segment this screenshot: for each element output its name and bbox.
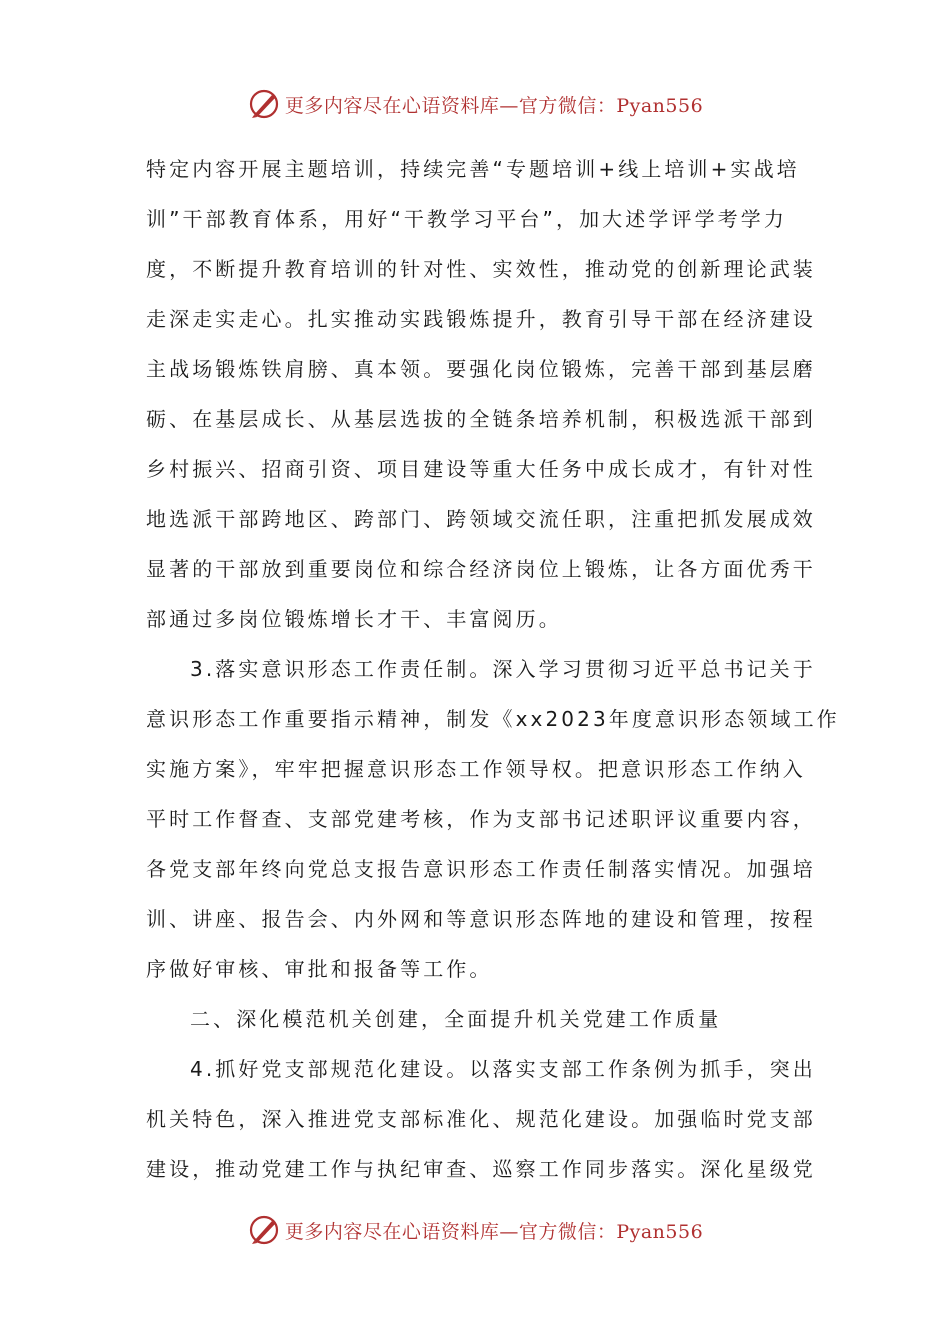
text-line: 3.落实意识形态工作责任制。深入学习贯彻习近平总书记关于 bbox=[190, 657, 816, 681]
footer-watermark-banner bbox=[0, 1210, 950, 1250]
text-line: 机关特色，深入推进党支部标准化、规范化建设。加强临时党支部 bbox=[146, 1107, 816, 1131]
text-line: 走深走实走心。扎实推动实践锻炼提升，教育引导干部在经济建设 bbox=[146, 307, 816, 331]
text-line: 主战场锻炼铁肩膀、真本领。要强化岗位锻炼，完善干部到基层磨 bbox=[146, 357, 816, 381]
text-line: 显著的干部放到重要岗位和综合经济岗位上锻炼，让各方面优秀干 bbox=[146, 557, 816, 581]
text-line: 训、讲座、报告会、内外网和等意识形态阵地的建设和管理，按程 bbox=[146, 907, 816, 931]
text-line: 二、深化模范机关创建，全面提升机关党建工作质量 bbox=[190, 1007, 722, 1031]
text-line: 地选派干部跨地区、跨部门、跨领域交流任职，注重把抓发展成效 bbox=[146, 507, 816, 531]
pen-logo-icon bbox=[247, 1213, 281, 1247]
text-line: 序做好审核、审批和报备等工作。 bbox=[146, 957, 493, 981]
text-line: 意识形态工作重要指示精神，制发《xx2023年度意识形态领域工作 bbox=[146, 707, 840, 731]
pen-logo-icon bbox=[247, 87, 281, 121]
document-body bbox=[146, 144, 840, 1194]
header-watermark-banner bbox=[0, 84, 950, 124]
watermark-text: 更多内容尽在心语资料库—官方微信：Pyan556 bbox=[284, 94, 704, 117]
text-line: 平时工作督查、支部党建考核，作为支部书记述职评议重要内容， bbox=[146, 807, 816, 831]
text-line: 部通过多岗位锻炼增长才干、丰富阅历。 bbox=[146, 607, 562, 631]
text-line: 各党支部年终向党总支报告意识形态工作责任制落实情况。加强培 bbox=[146, 857, 816, 881]
text-line: 建设，推动党建工作与执纪审查、巡察工作同步落实。深化星级党 bbox=[146, 1157, 816, 1181]
text-line: 度，不断提升教育培训的针对性、实效性，推动党的创新理论武装 bbox=[146, 257, 816, 281]
text-line: 实施方案》，牢牢把握意识形态工作领导权。把意识形态工作纳入 bbox=[146, 757, 806, 781]
text-line: 砺、在基层成长、从基层选拔的全链条培养机制，积极选派干部到 bbox=[146, 407, 816, 431]
text-line: 特定内容开展主题培训，持续完善“专题培训+线上培训+实战培 bbox=[146, 157, 800, 181]
text-line: 乡村振兴、招商引资、项目建设等重大任务中成长成才，有针对性 bbox=[146, 457, 816, 481]
text-line: 训”干部教育体系，用好“干教学习平台”，加大述学评学考学力 bbox=[146, 207, 787, 231]
text-line: 4.抓好党支部规范化建设。以落实支部工作条例为抓手，突出 bbox=[190, 1057, 816, 1081]
watermark-text: 更多内容尽在心语资料库—官方微信：Pyan556 bbox=[284, 1220, 704, 1243]
